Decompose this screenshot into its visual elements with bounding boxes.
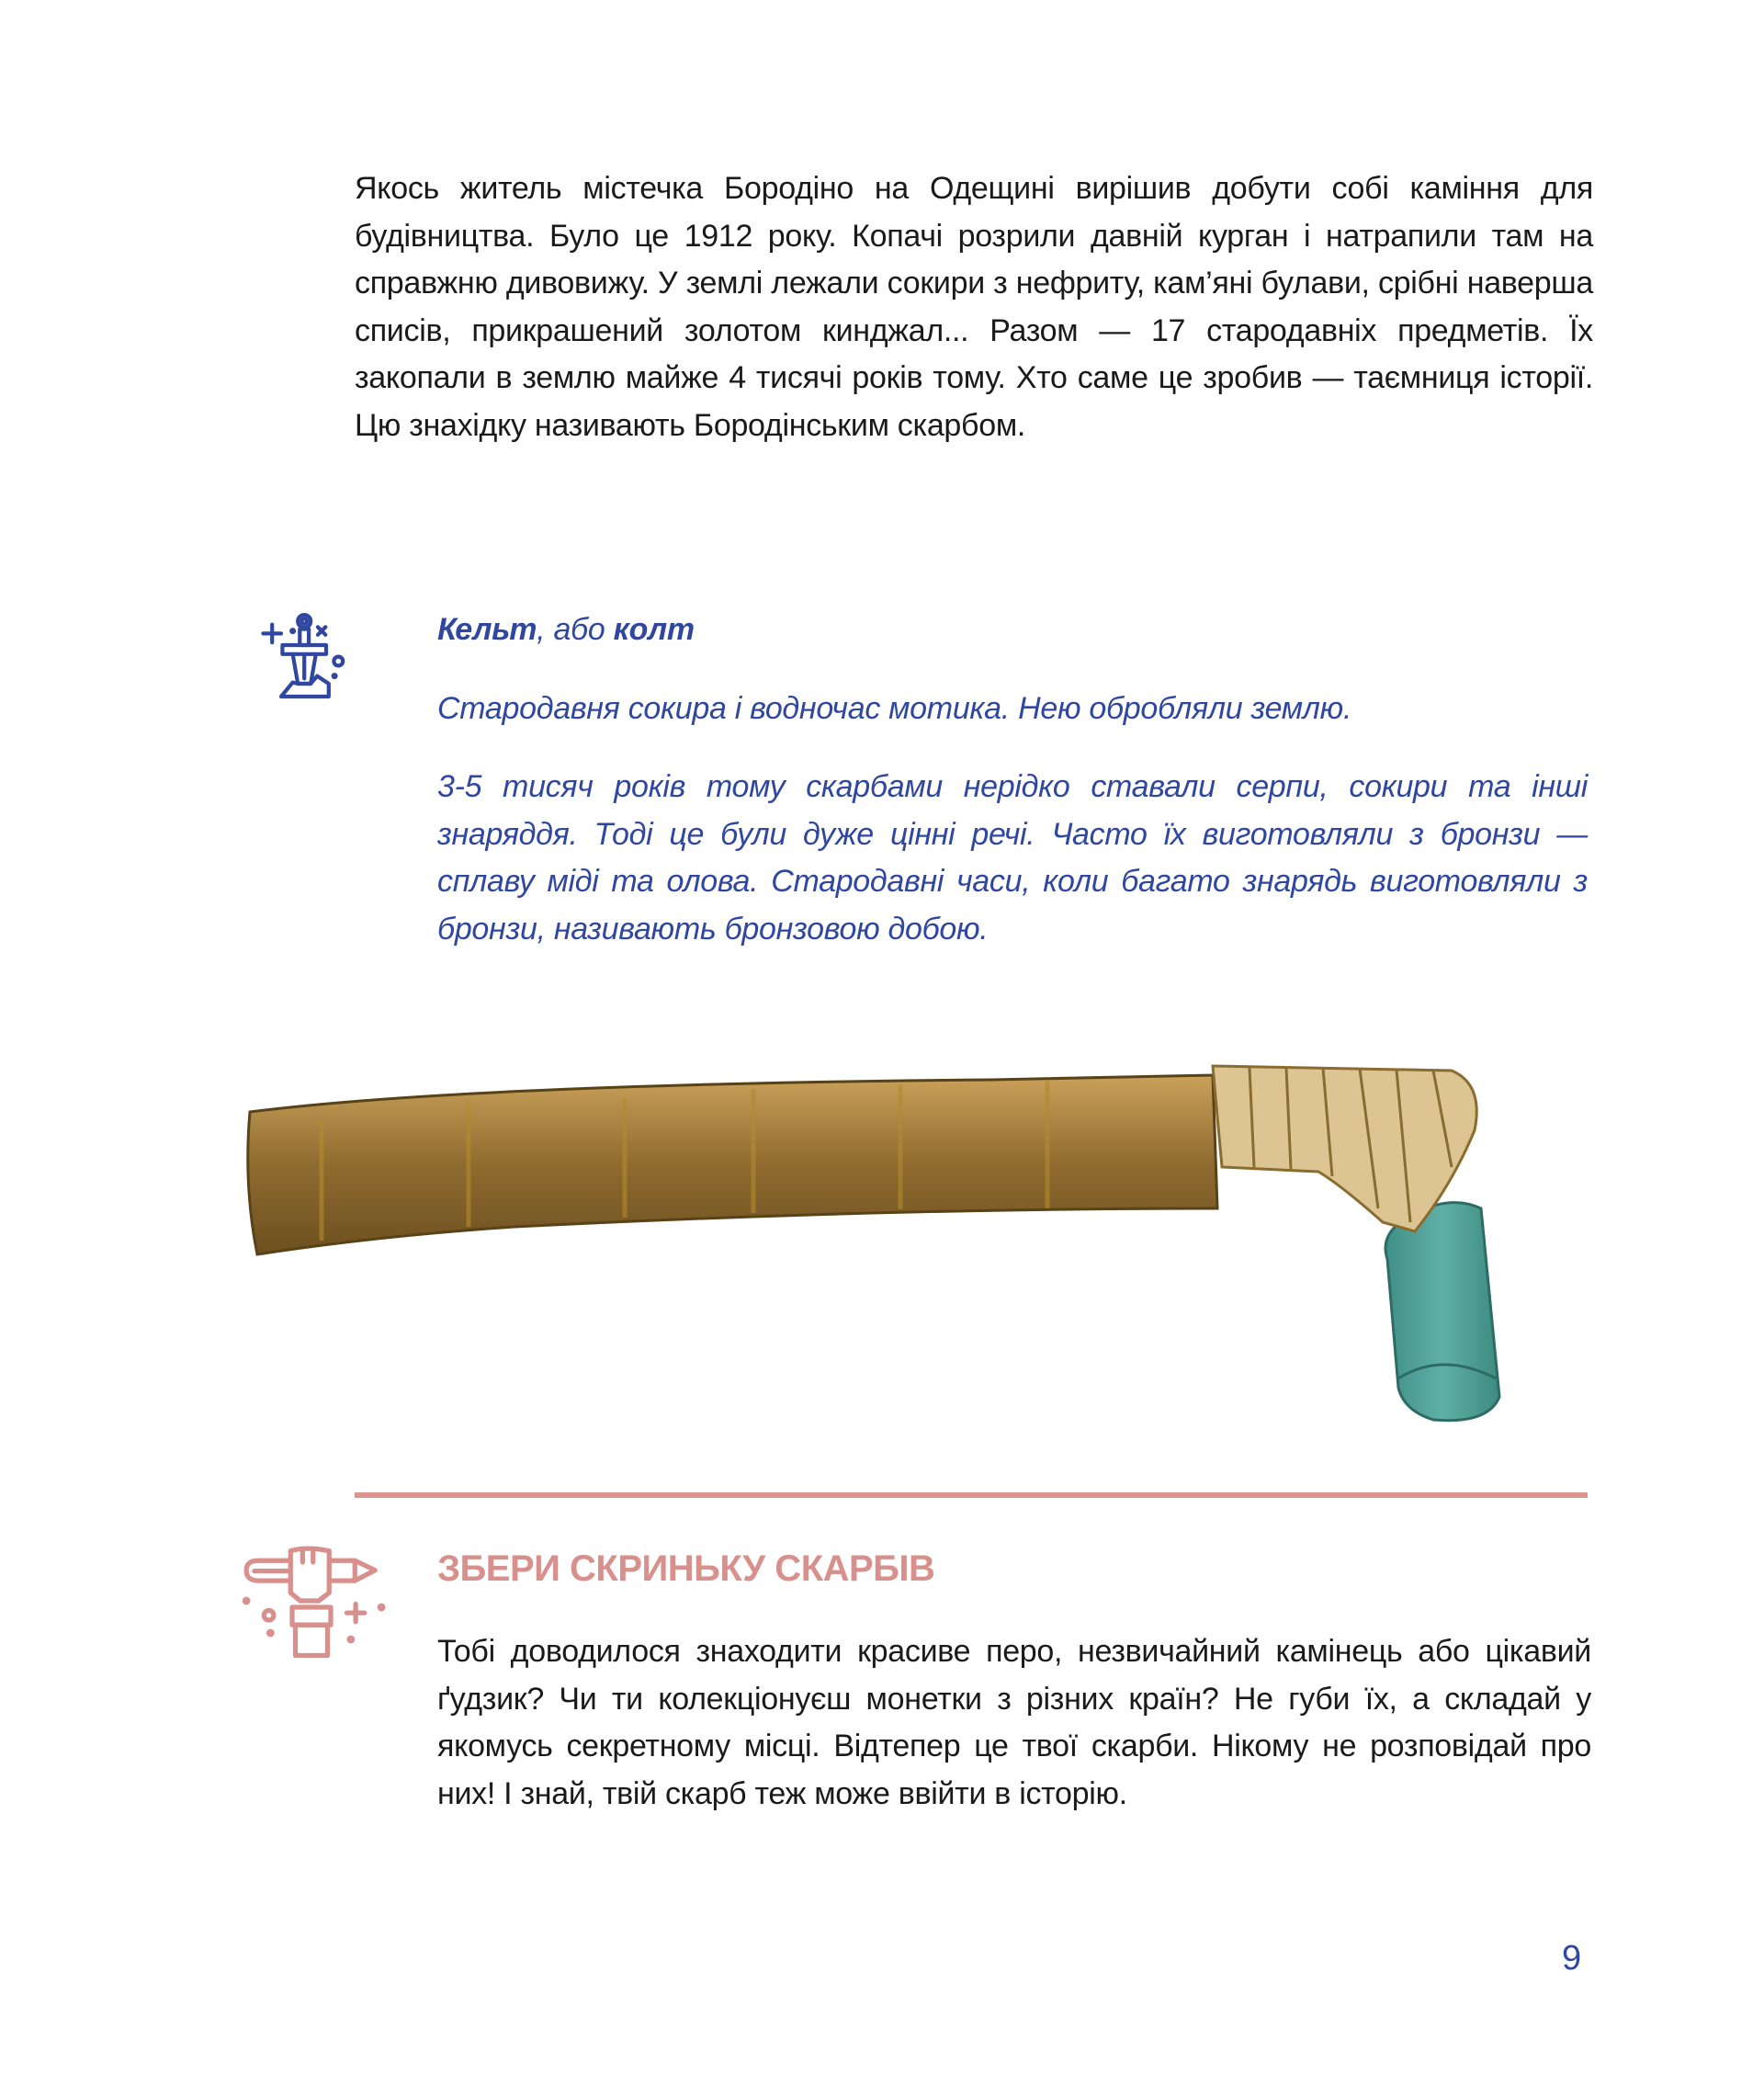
celt-axe-illustration — [239, 1048, 1617, 1434]
term-primary: Кельт — [437, 612, 537, 647]
task-text-block — [437, 1628, 1591, 1818]
glossary-note: 3-5 тисяч років тому скарбами нерідко ставали серпи, сокири та інші знаряддя. Тоді це були дуже цінні речі. Часто їх виготовляли з бронзи — сплаву міді та олова. Стародавні часи, коли багато знарядь виготовляли з бронзи, називають бронзовою добою. — [437, 769, 1588, 947]
intro-text-block — [355, 165, 1593, 449]
glossary-box — [437, 607, 1588, 984]
axe-blade — [1385, 1203, 1499, 1421]
sword-in-stone-icon — [255, 588, 384, 721]
axe-handle — [248, 1075, 1217, 1254]
glossary-definition: Стародавня сокира і водночас мотика. Нею обробляли землю. — [437, 690, 1352, 726]
intro-paragraph: Якось житель містечка Бородіно на Одещині вирішив добути собі каміння для будівництва. Було це 1912 року. Копачі розрили давній курган і натрапили там на справжню дивовижу. У землі лежали сокири з нефриту, кам’яні булави, срібні наверша списів, прикрашений золотом кинджал... Разом — 17 стародавніх предметів. Їх закопали в землю майже 4 тисячі років тому. Хто саме це зробив — таємниця історії. Цю знахідку називають Бородінським скарбом. — [355, 171, 1593, 443]
page-number: 9 — [1562, 1939, 1582, 1978]
glossary-term — [437, 607, 1588, 654]
section-divider — [355, 1492, 1588, 1498]
term-alternate: колт — [613, 612, 695, 647]
task-heading: ЗБЕРИ СКРИНЬКУ СКАРБІВ — [437, 1548, 935, 1589]
task-paragraph: Тобі доводилося знаходити красиве перо, незвичайний камінець або цікавий ґудзик? Чи ти колекціонуєш монетки з різних країн? Не губи їх, а складай у якомусь секретному місці. Відтепер це твої скарби. Нікому не розповідай про них! І знай, твій скарб теж може ввійти в історію. — [437, 1634, 1591, 1811]
hand-holding-pencil-icon — [230, 1536, 400, 1665]
term-connector: , або — [537, 612, 614, 647]
